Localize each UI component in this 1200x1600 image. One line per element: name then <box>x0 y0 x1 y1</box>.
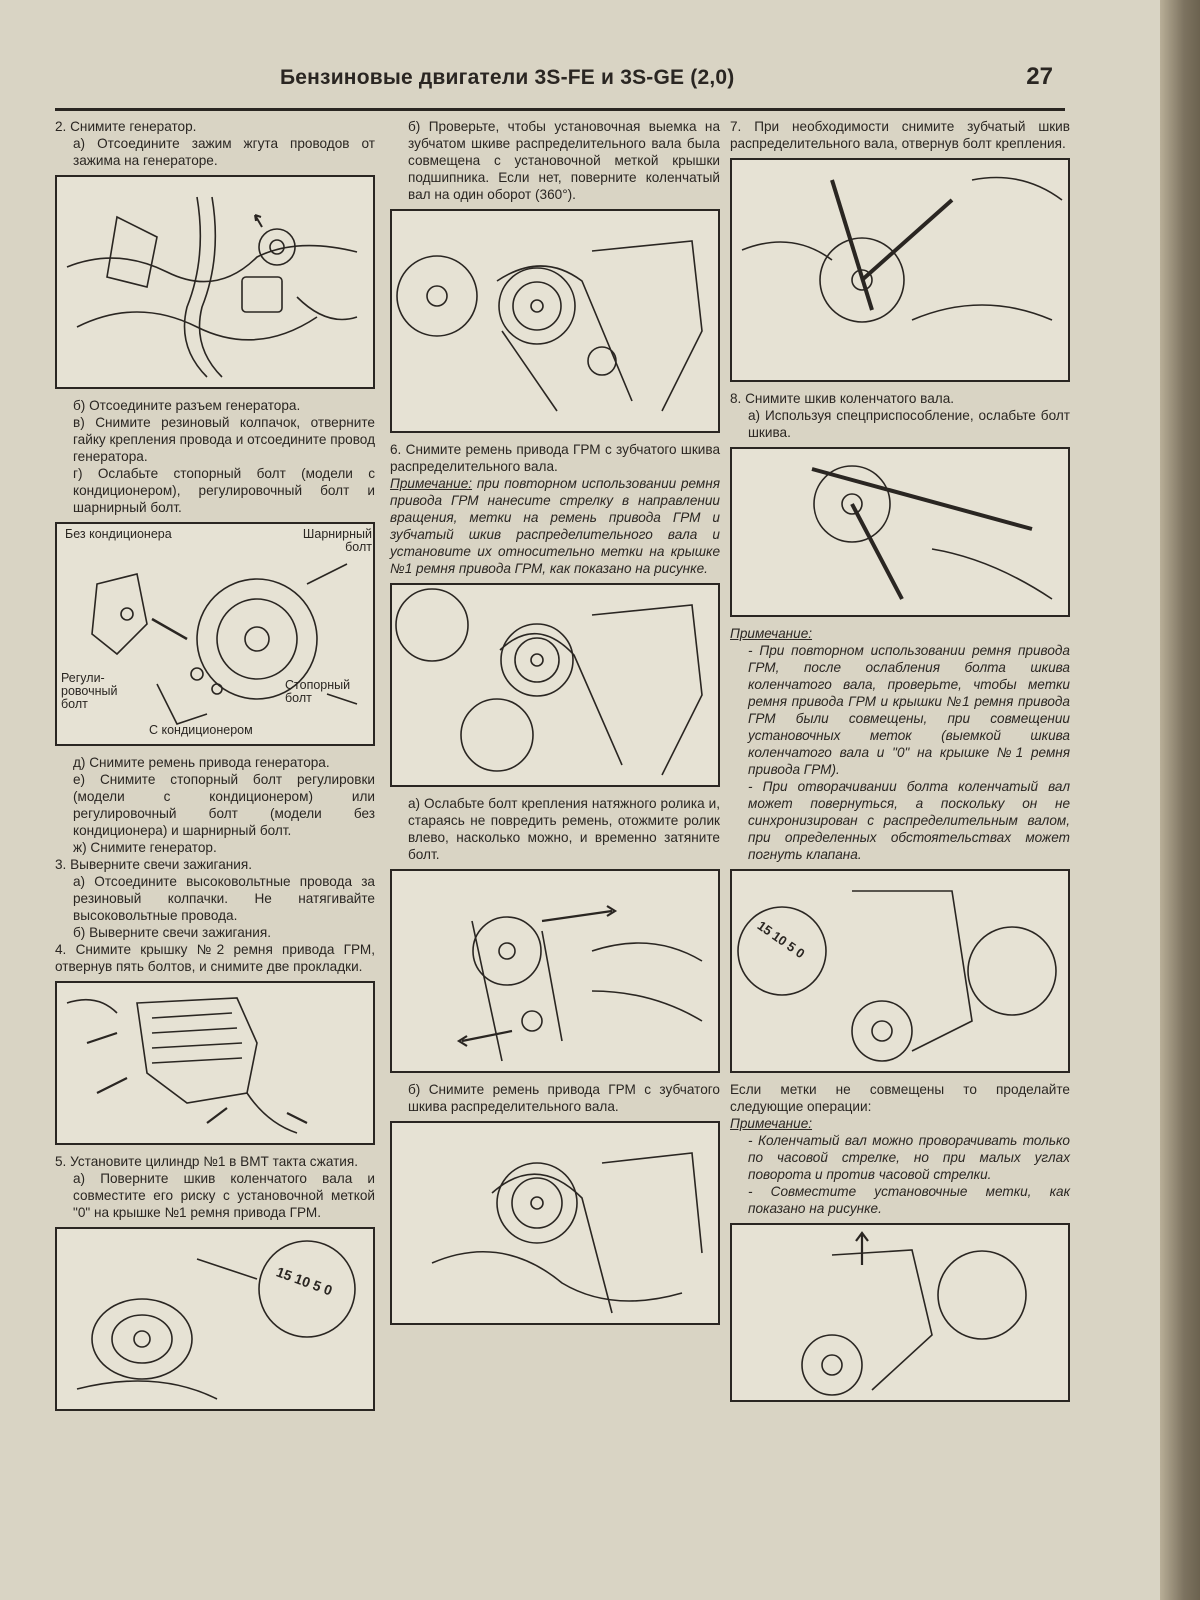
crank-pulley-drawing <box>57 1229 373 1409</box>
tensioner-drawing <box>392 871 718 1071</box>
step-4: 4. Снимите крышку №2 ремня привода ГРМ, отвернув пять болтов, и снимите две прокладки. <box>55 942 375 974</box>
step-3b: б) Выверните свечи зажигания. <box>73 925 271 940</box>
label-adjust-bolt: Регули-ровочный болт <box>61 671 118 711</box>
step-6a: а) Ослабьте болт крепления натяжного ролика и, стараясь не повредить ремень, отожмите ролик влево, насколько можно, и временно затяните болт. <box>408 796 720 862</box>
page-number: 27 <box>1026 63 1053 90</box>
step-2a: а) Отсоедините зажим жгута проводов от зажима на генераторе. <box>73 136 375 168</box>
step-2b: б) Отсоедините разъем генератора. <box>73 398 301 413</box>
timing-cover-drawing <box>57 983 373 1143</box>
figure-alternator-harness <box>55 175 375 389</box>
step-7: 7. При необходимости снимите зубчатый шкив распределительного вала, отвернув болт крепления. <box>730 119 1070 151</box>
timing-scale-text: 15 10 5 0 <box>274 1263 335 1299</box>
step-2zh: ж) Снимите генератор. <box>73 840 217 855</box>
label-lock-bolt: Стопорный болт <box>285 678 351 705</box>
step-3: 3. Выверните свечи зажигания. <box>55 857 253 872</box>
column-1 <box>55 118 375 1419</box>
column-3 <box>730 118 1070 1410</box>
step-2v: в) Снимите резиновый колпачок, отверните гайку крепления провода и отсоедините провод генератора. <box>73 415 375 464</box>
step-2d: д) Снимите ремень привода генератора. <box>73 755 330 770</box>
note-1-label: Примечание: <box>390 476 473 491</box>
figure-cam-pulley-removal <box>730 158 1070 382</box>
step-5b: б) Проверьте, чтобы установочная выемка на зубчатом шкиве распределительного вала была совмещена с установочной меткой крышки подшипника. Если нет, поверните коленчатый вал на один оборот (360°). <box>408 119 720 202</box>
align-marks-drawing <box>732 1225 1068 1400</box>
step-5a: а) Поверните шкив коленчатого вала и совместите его риску с установочной меткой "0" на крышке №1 ремня привода ГРМ. <box>73 1171 375 1220</box>
header-title: Бензиновые двигатели 3S-FE и 3S-GE (2,0) <box>280 66 735 89</box>
step-8: 8. Снимите шкив коленчатого вала. <box>730 391 955 406</box>
cam-pulley-drawing <box>392 211 718 431</box>
cam-pulley-removal-drawing <box>732 160 1068 380</box>
if-not-aligned: Если метки не совмещены то проделайте следующие операции: <box>730 1082 1070 1114</box>
figure-belt-removal <box>390 1121 720 1325</box>
crank-bolt-tool-drawing <box>732 449 1068 615</box>
note-3-item-1: - Коленчатый вал можно проворачивать только по часовой стрелке, но при малых углах поворота и против часовой стрелки. <box>748 1133 1070 1182</box>
alternator-bolts-drawing <box>57 524 373 744</box>
step-2g: г) Ослабьте стопорный болт (модели с кондиционером), регулировочный болт и шарнирный болт. <box>73 466 375 515</box>
book-page-edge <box>1160 0 1200 1600</box>
belt-marks-drawing <box>392 585 718 785</box>
step-2e: е) Снимите стопорный болт регулировки (модели с кондиционером) или регулировочный болт (модели без кондиционера) и шарнирный болт. <box>73 772 375 838</box>
note-2-item-1: - При повторном использовании ремня привода ГРМ, после ослабления болта шкива коленчатого вала, проверьте, чтобы метки ремня привода ГРМ и крышки №1 ремня привода ГРМ были совмещены, при совмещении установочных меток (выемкой шкива коленчатого вала и "0" на крышке №1 ремня привода ГРМ). <box>748 643 1070 777</box>
note-2-item-2: - При отворачивании болта коленчатый вал может повернуться, а поскольку он не синхронизирован с распределительным валом, при определенных обстоятельствах может погнуть клапана. <box>748 779 1070 862</box>
figure-align-marks <box>730 1223 1070 1402</box>
note-1-text: при повторном использовании ремня привода ГРМ нанесите стрелку в направлении вращения, метки на ремень привода ГРМ и зубчатый шкив распределительного вала и установите их относительно метки на крышке №1 ремня привода ГРМ, как показано на рисунке. <box>390 476 720 576</box>
label-no-ac: Без кондиционера <box>65 527 172 541</box>
note-3-item-2: - Совместите установочные метки, как показано на рисунке. <box>748 1184 1070 1216</box>
step-5: 5. Установите цилиндр №1 в ВМТ такта сжатия. <box>55 1154 359 1169</box>
belt-removal-drawing <box>392 1123 718 1323</box>
label-pivot-bolt: Шарнирный болт <box>302 527 372 554</box>
alternator-harness-drawing <box>57 177 373 387</box>
figure-cam-pulley-notch <box>390 209 720 433</box>
figure-belt-marks <box>390 583 720 787</box>
step-6: 6. Снимите ремень привода ГРМ с зубчатого шкива распределительного вала. <box>390 442 720 474</box>
figure-crank-pulley-mark <box>55 1227 375 1411</box>
column-2 <box>390 118 720 1333</box>
figure-crank-timing-marks <box>730 869 1070 1073</box>
label-with-ac: С кондиционером <box>149 723 253 737</box>
figure-crank-bolt-tool <box>730 447 1070 617</box>
figure-alternator-bolts <box>55 522 375 746</box>
step-3a: а) Отсоедините высоковольтные провода за резиновый колпачки. Не натягивайте высоковольтные провода. <box>73 874 375 923</box>
step-2: 2. Снимите генератор. <box>55 119 197 134</box>
crank-timing-marks-drawing <box>732 871 1068 1071</box>
note-1 <box>390 475 720 577</box>
note-3-label: Примечание: <box>730 1116 813 1131</box>
page-header <box>55 58 1065 111</box>
timing-scale-text-2: 15 10 5 0 <box>754 917 808 962</box>
step-8a: а) Используя спецприспособление, ослабьте болт шкива. <box>748 408 1070 440</box>
step-6b: б) Снимите ремень привода ГРМ с зубчатого шкива распределительного вала. <box>408 1082 720 1114</box>
figure-timing-cover-2 <box>55 981 375 1145</box>
note-2-label: Примечание: <box>730 626 813 641</box>
figure-tensioner <box>390 869 720 1073</box>
